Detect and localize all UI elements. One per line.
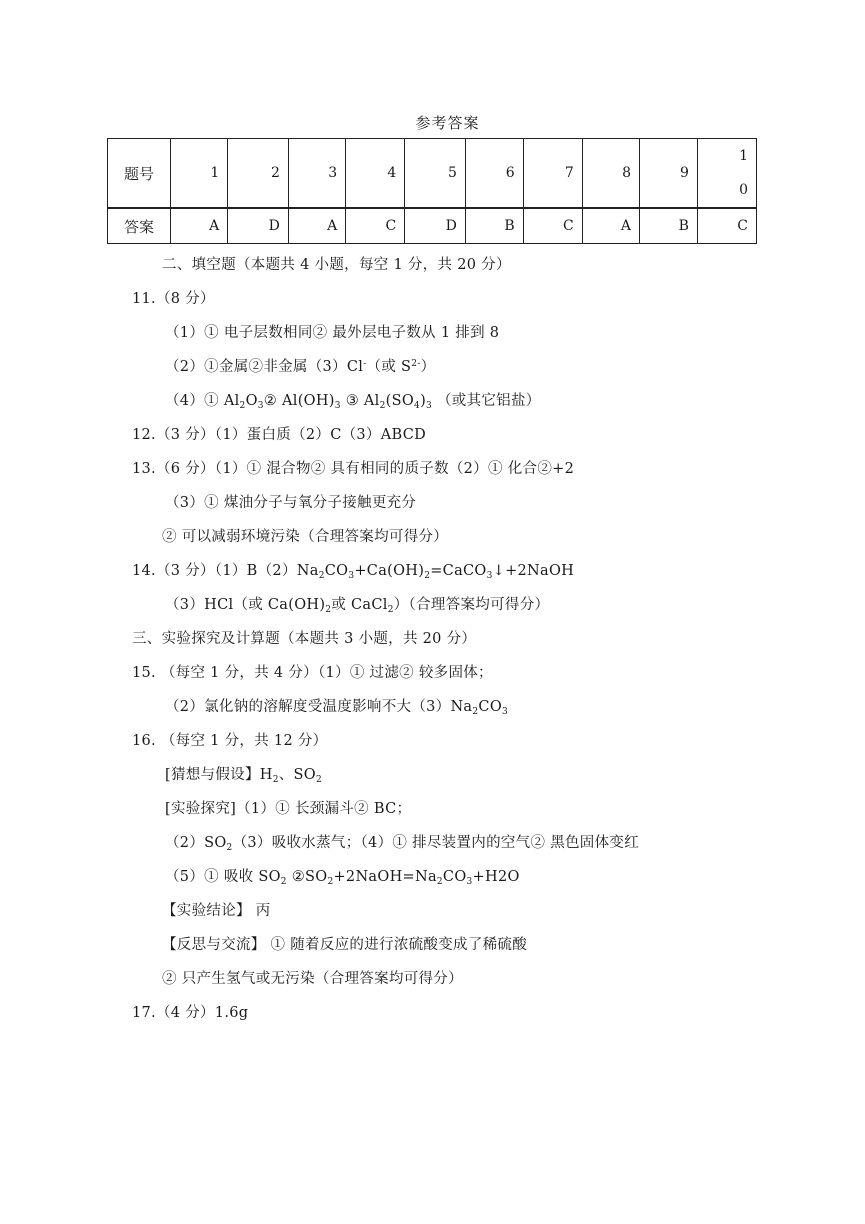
q13-part3b: ② 可以减弱环境污染（合理答案均可得分） <box>162 529 449 545</box>
q11-part4: （4）① $Al_2O_3②$ $Al(OH)_3$ ③ $Al_2(SO_4)_3$ （或其它铝盐） <box>165 393 541 411</box>
table-cell: 2 <box>228 139 289 209</box>
q16-hypothesis: [猜想与假设】$H_2$、$SO_2$ <box>165 767 322 785</box>
table-cell: 4 <box>346 139 405 209</box>
table-cell: 8 <box>582 139 639 209</box>
section-2-heading: 二、填空题（本题共 4 小题，每空 1 分，共 20 分） <box>162 257 511 273</box>
q14-line: 14.（3 分）$(1)B(2)Na_2CO_3+Ca(OH)_2=CaCO_3↓+2NaOH$ <box>132 563 575 581</box>
table-cell: 7 <box>523 139 582 209</box>
q16-part5: （5）① 吸收 $SO_2$ $②SO_2+2NaOH=Na_2CO_3+H2O$ <box>165 869 520 887</box>
table-cell: 9 <box>640 139 698 209</box>
row-header-number: 题号 <box>108 139 171 209</box>
table-cell: 1 <box>171 139 228 209</box>
q16-part2: $(2)SO_2(3)$吸收水蒸气；（4）① 排尽装置内的空气② 黑色固体变红 <box>165 835 639 853</box>
section-3-heading: 三、实验探究及计算题（本题共 3 小题，共 20 分） <box>132 631 477 647</box>
q16-heading: 16. （每空 1 分，共 12 分） <box>132 733 328 749</box>
table-cell: C <box>346 208 405 244</box>
q13-line: 13.（6 分）（1）① 混合物② 具有相同的质子数（2）① 化合②+2 <box>132 461 575 477</box>
q17-line: 17.（4 分）1.6g <box>132 1005 249 1021</box>
q13-part3: （3）① 煤油分子与氧分子接触更充分 <box>165 495 417 511</box>
table-cell: 3 <box>288 139 345 209</box>
table-cell: C <box>697 208 756 244</box>
q11-heading: 11.（8 分） <box>132 291 215 307</box>
table-cell <box>697 139 756 209</box>
q11-part2: （2）①金属②非金属（3）Cl-（或 $S^{2-}$） <box>165 359 436 375</box>
q16-reflection: 【反思与交流】 ① 随着反应的进行浓硫酸变成了稀硫酸 <box>162 937 528 953</box>
q11-part1: （1）① 电子层数相同② 最外层电子数从 1 排到 8 <box>165 325 500 341</box>
table-cell: C <box>523 208 582 244</box>
q15-part2: （2）氯化钠的溶解度受温度影响不大$(3)Na_2CO_3$ <box>165 699 509 717</box>
q16-reflection-2: ② 只产生氢气或无污染（合理答案均可得分） <box>162 971 463 987</box>
q12-line: 12.（3 分）（1）蛋白质（2）C（3）ABCD <box>132 427 427 443</box>
q14-part3: （3）HCl（或 $Ca(OH)_2$或 CaCl$_2$）（合理答案均可得分） <box>165 597 550 615</box>
row-header-answer: 答案 <box>108 208 171 244</box>
q16-conclusion: 【实验结论】 丙 <box>162 903 271 919</box>
q16-experiment: [实验探究]（1）① 长颈漏斗② BC； <box>165 801 412 817</box>
number-10-top: 1 <box>739 148 748 164</box>
number-10-bottom: 0 <box>739 182 748 198</box>
table-cell: B <box>465 208 523 244</box>
table-row <box>108 139 757 209</box>
table-cell: A <box>171 208 228 244</box>
table-cell: D <box>228 208 289 244</box>
q15-line: 15. （每空 1 分，共 4 分）（1）① 过滤② 较多固体； <box>132 665 493 681</box>
table-cell: B <box>640 208 698 244</box>
table-cell: 6 <box>465 139 523 209</box>
table-cell: D <box>405 208 466 244</box>
table-cell: A <box>582 208 639 244</box>
table-cell: A <box>288 208 345 244</box>
page-title: 参考答案 <box>415 114 480 132</box>
table-row <box>108 208 757 244</box>
answer-table <box>107 138 757 244</box>
table-cell: 5 <box>405 139 466 209</box>
